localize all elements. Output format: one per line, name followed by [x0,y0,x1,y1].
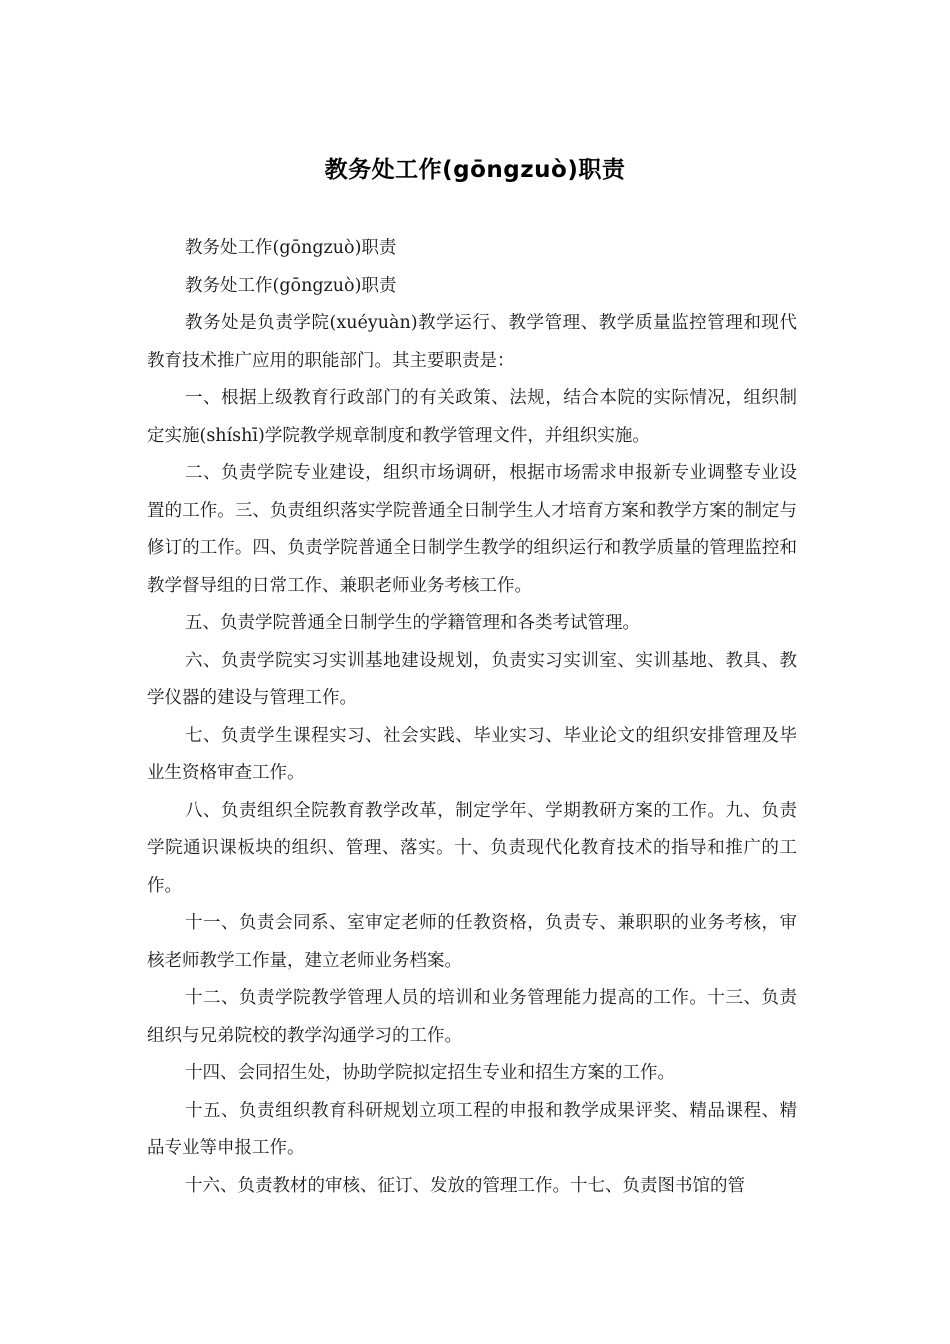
paragraph: 七、负责学生课程实习、社会实践、毕业实习、毕业论文的组织安排管理及毕业生资格审查工作。 [147,725,797,783]
paragraph: 五、负责学院普通全日制学生的学籍管理和各类考试管理。 [185,613,640,633]
paragraph: 一、根据上级教育行政部门的有关政策、法规，结合本院的实际情况，组织制定实施(shíshī)学院教学规章制度和教学管理文件，并组织实施。 [147,388,797,446]
paragraph: 教务处工作(gōngzuò)职责 [185,238,397,258]
paragraph: 十一、负责会同系、室审定老师的任教资格，负责专、兼职职的业务考核，审核老师教学工作量，建立老师业务档案。 [147,913,797,971]
paragraph: 六、负责学院实习实训基地建设规划，负责实习实训室、实训基地、教具、教学仪器的建设与管理工作。 [147,650,797,708]
paragraph: 教务处工作(gōngzuò)职责 [185,275,397,296]
paragraph: 十四、会同招生处，协助学院拟定招生专业和招生方案的工作。 [185,1063,675,1083]
paragraph: 十二、负责学院教学管理人员的培训和业务管理能力提高的工作。十三、负责组织与兄弟院校的教学沟通学习的工作。 [147,988,797,1046]
paragraph: 八、负责组织全院教育教学改革，制定学年、学期教研方案的工作。九、负责学院通识课板块的组织、管理、落实。十、负责现代化教育技术的指导和推广的工作。 [147,800,797,896]
paragraph: 教务处是负责学院(xuéyuàn)教学运行、教学管理、教学质量监控管理和现代教育技术推广应用的职能部门。其主要职责是： [147,313,797,371]
paragraph: 十六、负责教材的审核、征订、发放的管理工作。十七、负责图书馆的管 [185,1175,745,1196]
paragraph: 二、负责学院专业建设，组织市场调研，根据市场需求申报新专业调整专业设置的工作。三、负责组织落实学院普通全日制学生人才培育方案和教学方案的制定与修订的工作。四、负责学院普通全日制学生教学的组织运行和教学质量的管理监控和教学督导组的日常工作、兼职老师业务考核工作。 [147,463,797,596]
paragraph: 十五、负责组织教育科研规划立项工程的申报和教学成果评奖、精品课程、精品专业等申报工作。 [147,1100,797,1158]
document-body [147,230,797,1205]
document-title: 教务处工作(gōngzuò)职责 [324,157,626,183]
